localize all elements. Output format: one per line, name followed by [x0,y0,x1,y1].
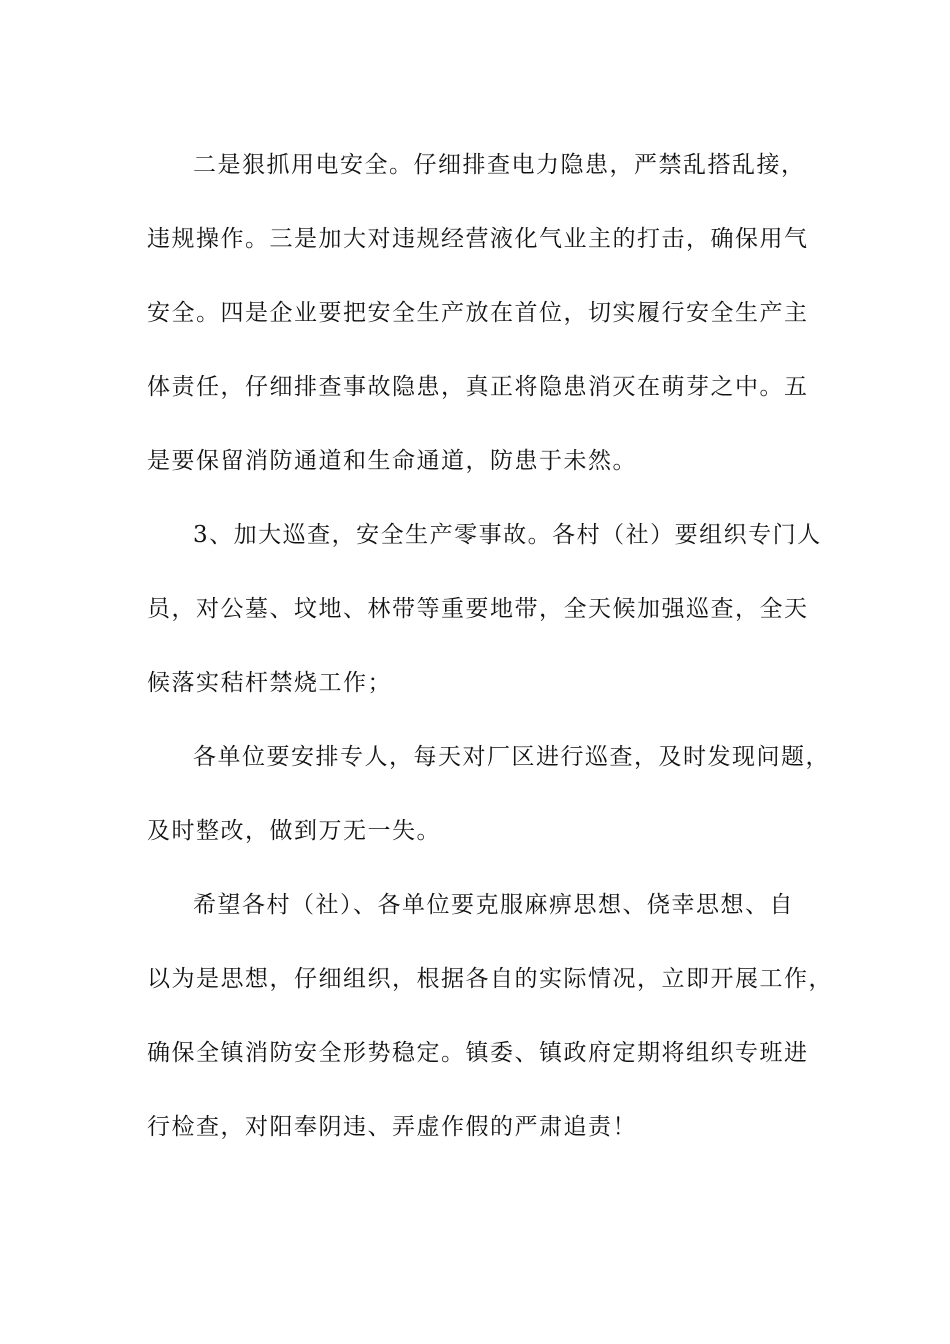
text-line: 违规操作。三是加大对违规经营液化气业主的打击，确保用气 [147,226,809,252]
text-line: 候落实秸杆禁烧工作； [147,670,392,696]
text-line: 及时整改，做到万无一失。 [147,818,441,844]
text-line: 二是狠抓用电安全。仔细排查电力隐患，严禁乱搭乱接， [193,152,806,178]
paragraph-patrol-inspection [147,498,822,720]
text-line: 体责任，仔细排查事故隐患，真正将隐患消灭在萌芽之中。五 [147,374,809,400]
paragraph-electricity-safety [147,128,807,498]
text-line: 各单位要安排专人，每天对厂区进行巡查，及时发现问题， [193,744,830,770]
text-line: 确保全镇消防安全形势稳定。镇委、镇政府定期将组织专班进 [147,1040,809,1066]
text-line: 行检查，对阳奉阴违、弄虚作假的严肃追责！ [147,1114,637,1140]
text-line: 以为是思想，仔细组织，根据各自的实际情况，立即开展工作， [147,966,833,992]
text-line: 员，对公墓、坟地、林带等重要地带，全天候加强巡查，全天 [147,596,809,622]
document-body [147,128,833,1164]
text-line: 3、加大巡查，安全生产零事故。各村（社）要组织专门人 [193,522,822,548]
text-line: 希望各村（社）、各单位要克服麻痹思想、侥幸思想、自 [193,892,794,918]
paragraph-unit-patrol [147,720,830,868]
text-line: 是要保留消防通道和生命通道，防患于未然。 [147,448,637,474]
paragraph-conclusion [147,868,833,1164]
text-line: 安全。四是企业要把安全生产放在首位，切实履行安全生产主 [147,300,809,326]
